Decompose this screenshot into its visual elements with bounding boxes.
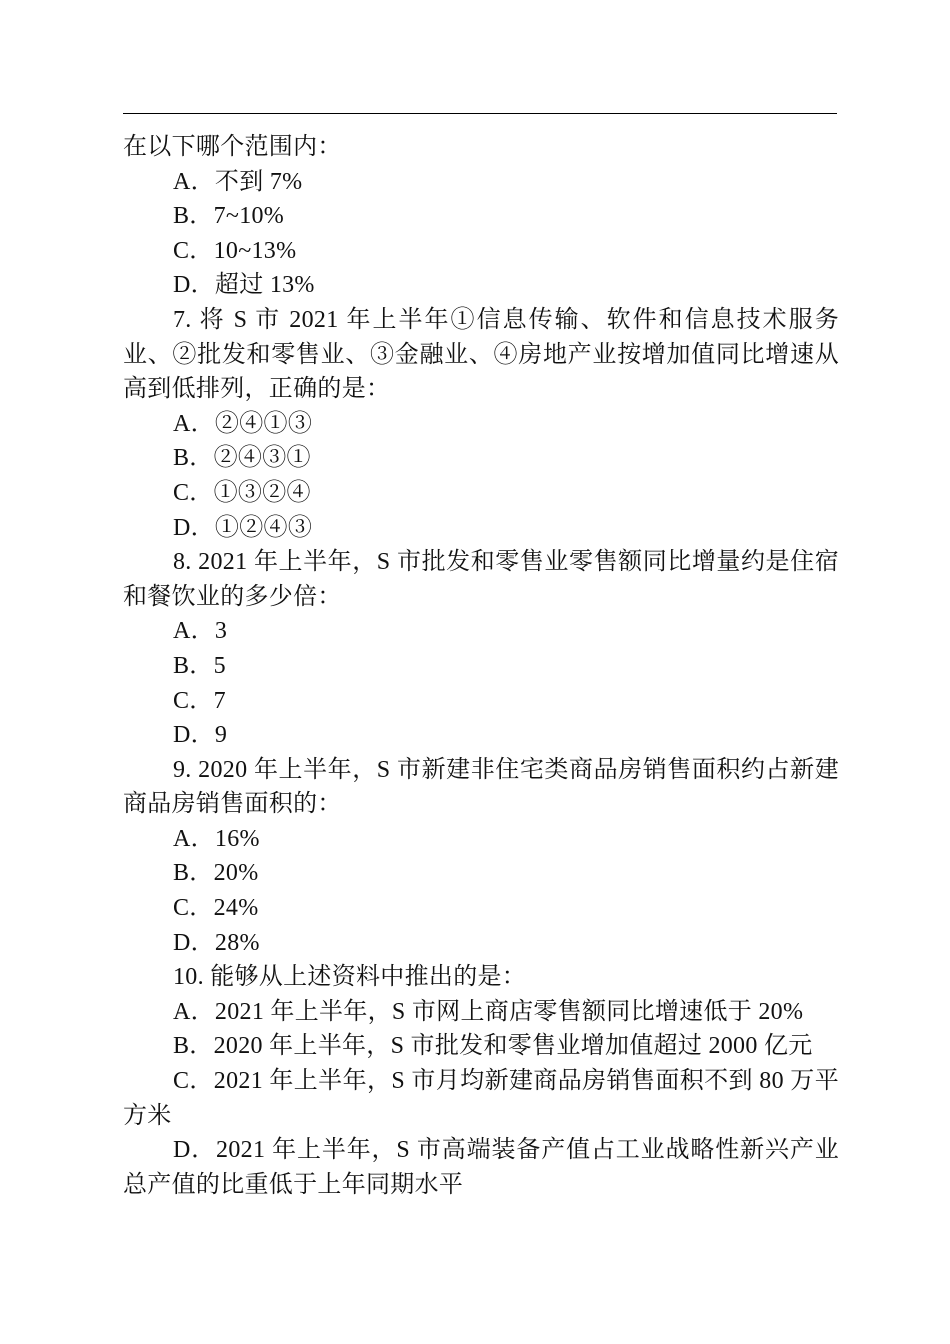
q9-option-d: D．28% bbox=[173, 929, 260, 956]
q9-option-b: B．20% bbox=[173, 860, 259, 887]
q6-option-c: C．10~13% bbox=[173, 237, 297, 264]
q8-stem: 8. 2021 年上半年，S 市批发和零售业零售额同比增量约是住宿和餐饮业的多少倍： bbox=[123, 549, 839, 610]
q7-option-a: A．②④①③ bbox=[173, 410, 313, 437]
q10-option-a: A．2021 年上半年，S 市网上商店零售额同比增速低于 20% bbox=[173, 998, 804, 1025]
q8-option-b: B．5 bbox=[173, 652, 226, 679]
q8-option-a: A．3 bbox=[173, 618, 228, 645]
q10-option-d: D．2021 年上半年，S 市高端装备产值占工业战略性新兴产业总产值的比重低于上年同期水平 bbox=[123, 1137, 839, 1198]
q8-option-c: C．7 bbox=[173, 687, 226, 714]
q7-option-b: B．②④③① bbox=[173, 445, 311, 472]
q7-option-d: D．①②④③ bbox=[173, 514, 313, 541]
q6-option-a: A．不到 7% bbox=[173, 168, 303, 195]
header-rule bbox=[123, 113, 837, 114]
q10-stem: 10. 能够从上述资料中推出的是： bbox=[173, 964, 527, 991]
q6-option-d: D．超过 13% bbox=[173, 272, 315, 299]
question-list bbox=[123, 130, 839, 1202]
q10-option-b: B．2020 年上半年，S 市批发和零售业增加值超过 2000 亿元 bbox=[173, 1033, 813, 1060]
q6-stem-tail: 在以下哪个范围内： bbox=[123, 134, 342, 160]
q9-option-c: C．24% bbox=[173, 895, 259, 922]
q9-option-a: A．16% bbox=[173, 825, 260, 852]
q8-option-d: D．9 bbox=[173, 722, 228, 749]
q7-stem: 7. 将 S 市 2021 年上半年①信息传输、软件和信息技术服务业、②批发和零售业、③金融业、④房地产业按增加值同比增速从高到低排列，正确的是： bbox=[123, 306, 839, 403]
q6-option-b: B．7~10% bbox=[173, 203, 285, 230]
q9-stem: 9. 2020 年上半年，S 市新建非住宅类商品房销售面积约占新建商品房销售面积的： bbox=[123, 756, 839, 818]
q10-option-c: C．2021 年上半年，S 市月均新建商品房销售面积不到 80 万平方米 bbox=[123, 1068, 839, 1129]
q7-option-c: C．①③②④ bbox=[173, 479, 311, 506]
